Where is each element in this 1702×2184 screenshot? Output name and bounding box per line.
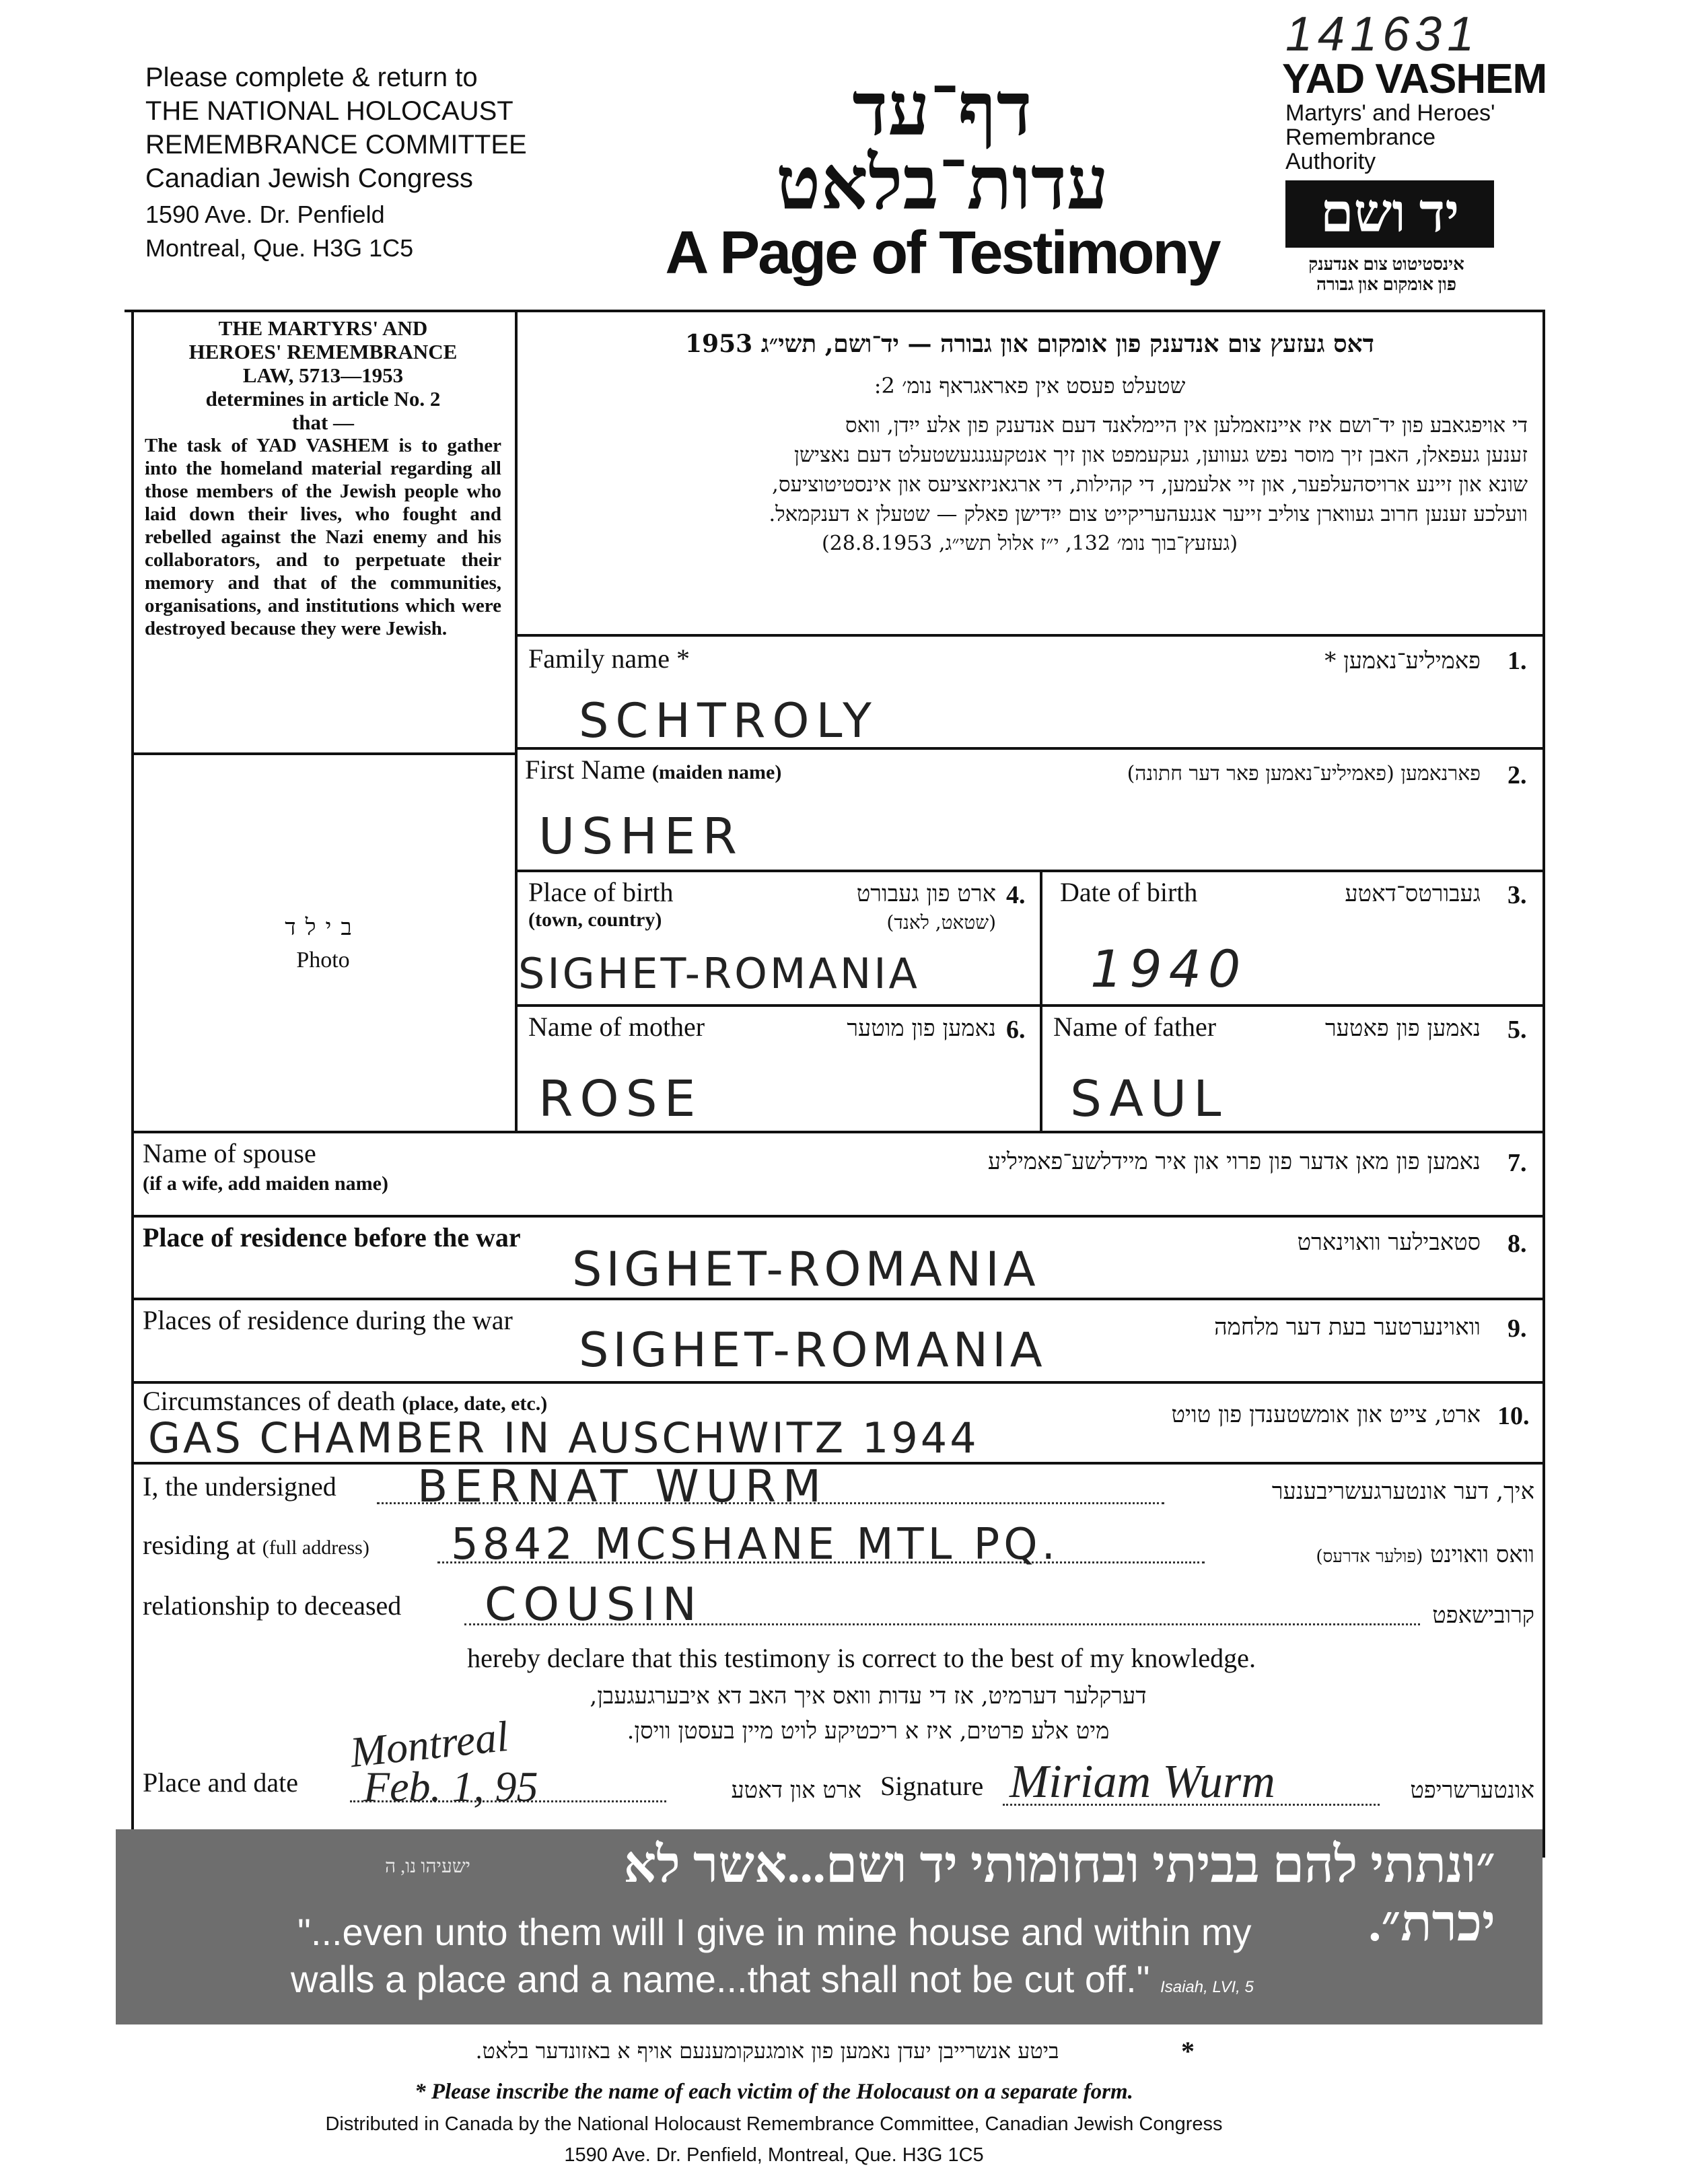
undersigned-value[interactable]: BERNAT WURM bbox=[417, 1460, 828, 1512]
residence-during-label: Places of residence during the war bbox=[143, 1305, 513, 1335]
photo-label: Photo bbox=[296, 948, 350, 973]
death-label-main: Circumstances of death bbox=[143, 1386, 396, 1416]
death-yiddish: ארט, צייט און אומשטענדן פון טויט bbox=[1171, 1401, 1481, 1428]
place-date-label: Place and date bbox=[143, 1767, 298, 1798]
family-name-value[interactable]: SCHTROLY bbox=[579, 693, 878, 748]
photo-area bbox=[135, 915, 511, 973]
place-of-birth-label: Place of birth bbox=[528, 877, 674, 907]
law-yiddish-5: שונא און זיינע ארויסהעלפער, און זיי אלעמען, די קהילות, די ארגאניזאציעס און אינסטיטוציעס, bbox=[772, 472, 1528, 497]
footer-dist-2: 1590 Ave. Dr. Penfield, Montreal, Que. H3G 1C5 bbox=[564, 2144, 984, 2166]
org-yiddish-sub-2: פון אומקום און גבורה bbox=[1316, 275, 1456, 294]
residence-during-num: 9. bbox=[1508, 1314, 1527, 1343]
footer-dist-1: Distributed in Canada by the National Holocaust Remembrance Committee, Canadian Jewish Congress bbox=[325, 2113, 1223, 2135]
law-yiddish-6: וועלכע זענען חרוב געווארן צוליב זייער אנגעהעריקייט צום ייִדישן פאלק — שטעלן א דענקמאל. bbox=[769, 502, 1528, 526]
law-heading-2: HEROES' REMEMBRANCE bbox=[188, 340, 458, 363]
residing-yiddish-main: וואס וואוינט bbox=[1430, 1541, 1534, 1568]
place-of-birth-num: 4. bbox=[1006, 881, 1026, 909]
death-value[interactable]: GAS CHAMBER IN AUSCHWITZ 1944 bbox=[148, 1413, 979, 1463]
mother-label: Name of mother bbox=[528, 1012, 705, 1042]
place-of-birth-label-sub: (town, country) bbox=[528, 909, 662, 931]
residence-during-value[interactable]: SIGHET-ROMANIA bbox=[579, 1323, 1047, 1378]
father-label: Name of father bbox=[1053, 1012, 1217, 1042]
footer-note-star: * bbox=[415, 2080, 431, 2104]
mother-value[interactable]: ROSE bbox=[538, 1070, 703, 1128]
return-line-1: Please complete & return to bbox=[145, 63, 478, 92]
return-line-3: REMEMBRANCE COMMITTEE bbox=[145, 130, 527, 160]
quote-banner bbox=[116, 1829, 1543, 2024]
family-name-yiddish: פאמיליע־נאמען * bbox=[1324, 647, 1481, 674]
relationship-value[interactable]: COUSIN bbox=[485, 1578, 703, 1631]
signature-label: Signature bbox=[880, 1771, 984, 1801]
date-of-birth-yiddish: געבורטס־דאטע bbox=[1345, 880, 1481, 907]
law-yiddish-2: שטעלט פעסט אין פאראגראף נומ׳ 2: bbox=[874, 373, 1186, 398]
org-yiddish-sub bbox=[1272, 254, 1501, 295]
father-value[interactable]: SAUL bbox=[1070, 1070, 1228, 1128]
archive-number: 141631 bbox=[1285, 7, 1480, 61]
place-of-birth-yiddish-sub: (שטאט, לאנד) bbox=[886, 911, 996, 934]
org-sub-2: Remembrance bbox=[1285, 125, 1435, 150]
first-name-value[interactable]: USHER bbox=[538, 808, 744, 866]
law-heading-3: LAW, 5713—1953 bbox=[242, 363, 404, 387]
residing-label-sub: (full address) bbox=[262, 1537, 369, 1559]
undersigned-yiddish: איך, דער אונטערגעשריבענער bbox=[1271, 1478, 1534, 1505]
date-of-birth-num: 3. bbox=[1508, 881, 1527, 909]
org-sub-3: Authority bbox=[1285, 149, 1376, 174]
date-of-birth-value[interactable]: 1940 bbox=[1090, 939, 1248, 999]
banner-english-2-wrap bbox=[291, 1957, 1254, 2001]
page-title: A Page of Testimony bbox=[665, 219, 1219, 287]
place-of-birth-value[interactable]: SIGHET-ROMANIA bbox=[518, 949, 920, 998]
residing-label bbox=[143, 1529, 369, 1561]
title-yiddish-2: עדות־בלאט bbox=[775, 143, 1109, 225]
return-line-6: Montreal, Que. H3G 1C5 bbox=[145, 234, 414, 262]
residence-before-num: 8. bbox=[1508, 1230, 1527, 1258]
place-value[interactable]: Montreal bbox=[347, 1712, 511, 1777]
law-heading-4: determines in article No. 2 bbox=[205, 387, 441, 411]
spouse-yiddish: נאמען פון מאן אדער פון פרוי און איר מיידלשע־פאמיליע bbox=[987, 1148, 1481, 1175]
law-box bbox=[145, 316, 501, 640]
signature-yiddish: אונטערשריפט bbox=[1410, 1777, 1534, 1804]
law-body: The task of YAD VASHEM is to gather into the homeland material regarding all those members of the Jewish people who laid down their lives, who fought and rebelled against the Nazi enemy and his collaborators, and to perpetuate their memory and that of the communities, organisations, and institutions which were destroyed because they were Jewish. bbox=[145, 435, 501, 639]
relationship-label: relationship to deceased bbox=[143, 1590, 402, 1621]
undersigned-label: I, the undersigned bbox=[143, 1471, 336, 1502]
org-sub-1: Martyrs' and Heroes' bbox=[1285, 100, 1495, 126]
father-num: 5. bbox=[1508, 1016, 1527, 1044]
place-date-yiddish: ארט און דאטע bbox=[731, 1777, 861, 1804]
first-name-yiddish: פארנאמען (פאמיליע־נאמען פאר דער חתונה) bbox=[1127, 762, 1481, 785]
spouse-num: 7. bbox=[1508, 1149, 1527, 1177]
residing-yiddish-sub: (פולער אדרעס) bbox=[1316, 1547, 1423, 1567]
mother-num: 6. bbox=[1006, 1016, 1026, 1044]
law-yiddish-1: דאס געזעץ צום אנדענק פון אומקום און גבורה — יד־ושם, תשי״ג 1953 bbox=[684, 330, 1374, 358]
first-name-label bbox=[525, 754, 781, 785]
return-line-2: THE NATIONAL HOLOCAUST bbox=[145, 96, 513, 126]
law-yiddish-7: (געזעץ־בוך נומ׳ 132, י״ז אלול תשי״ג, 28.8.1953) bbox=[821, 532, 1238, 555]
law-heading-1: THE MARTYRS' AND bbox=[218, 316, 428, 340]
law-yiddish-3: די אויפגאבע פון יד־ושם איז איינזאמלען אין היימלאנד דעם אנדענק פון אלע ייִדן, וואס bbox=[845, 413, 1528, 437]
relationship-yiddish: קרובישאפט bbox=[1432, 1602, 1534, 1629]
death-label-sub: (place, date, etc.) bbox=[402, 1393, 548, 1415]
banner-english-ref: Isaiah, LVI, 5 bbox=[1160, 1978, 1254, 1996]
banner-english-2: walls a place and a name...that shall not be cut off." bbox=[291, 1958, 1150, 2000]
banner-english-1: "...even unto them will I give in mine house and within my bbox=[297, 1911, 1252, 1953]
yad-vashem-logo: יד ושם bbox=[1285, 180, 1494, 248]
death-label bbox=[143, 1385, 547, 1417]
date-value[interactable]: Feb. 1, 95 bbox=[363, 1763, 538, 1810]
first-name-num: 2. bbox=[1508, 761, 1527, 789]
return-address-block bbox=[145, 61, 527, 265]
residing-label-main: residing at bbox=[143, 1530, 256, 1560]
photo-yiddish: בילד bbox=[285, 915, 361, 940]
family-name-label: Family name * bbox=[528, 643, 690, 674]
spouse-label-sub: (if a wife, add maiden name) bbox=[143, 1172, 388, 1195]
footer-note: Please inscribe the name of each victim of the Holocaust on a separate form. bbox=[431, 2080, 1133, 2104]
law-yiddish bbox=[532, 330, 1528, 559]
residence-during-yiddish: וואוינערטער בעת דער מלחמה bbox=[1214, 1314, 1481, 1341]
residence-before-yiddish: סטאבילער וואוינארט bbox=[1297, 1229, 1481, 1256]
law-yiddish-4: זענען געפאלן, האבן זיך מוסר נפש געווען, געקעמפט און זיך אנטקעגנגעשטעלט דעם נאצישן bbox=[794, 443, 1528, 467]
banner-hebrew-ref: ישעיהו נו, ה bbox=[385, 1856, 470, 1877]
father-yiddish: נאמען פון פאטער bbox=[1324, 1015, 1481, 1042]
return-line-4: Canadian Jewish Congress bbox=[145, 164, 473, 193]
residing-yiddish bbox=[1211, 1541, 1534, 1568]
footer-star: * bbox=[1181, 2036, 1195, 2066]
mother-yiddish: נאמען פון מוטער bbox=[847, 1015, 996, 1042]
banner-hebrew: ״ונתתי להם בביתי ובחומותי יד ושם...אשר לא יכרת״. bbox=[623, 1837, 1495, 1952]
first-name-label-main: First Name bbox=[525, 754, 645, 785]
residing-value[interactable]: 5842 MCSHANE MTL PQ. bbox=[451, 1520, 1059, 1570]
declare-yiddish-2: מיט אלע פרטים, איז א ריכטיקע לויט מיין בעסטן וויסן. bbox=[627, 1718, 1110, 1745]
place-of-birth-yiddish: ארט פון געבורט bbox=[856, 880, 996, 907]
org-name: YAD VASHEM bbox=[1282, 56, 1547, 102]
signature-value[interactable]: Miriam Wurm bbox=[1009, 1756, 1275, 1808]
date-of-birth-label: Date of birth bbox=[1060, 877, 1198, 907]
org-yiddish-sub-1: אינסטיטוט צום אנדענק bbox=[1308, 254, 1464, 274]
death-num: 10. bbox=[1497, 1402, 1530, 1430]
residence-before-value[interactable]: SIGHET-ROMANIA bbox=[572, 1242, 1040, 1297]
family-name-num: 1. bbox=[1508, 647, 1527, 675]
footer-note-wrap bbox=[336, 2080, 1211, 2105]
first-name-label-sub: (maiden name) bbox=[651, 761, 782, 783]
residence-before-label: Place of residence before the war bbox=[143, 1222, 521, 1253]
law-heading-5: that — bbox=[291, 411, 355, 434]
org-subtitle bbox=[1285, 101, 1495, 174]
declare-yiddish-1: דערקלער דערמיט, אז די עדות וואס איך האב דא איבערגעגעבן, bbox=[590, 1683, 1147, 1710]
declare-en: hereby declare that this testimony is correct to the best of my knowledge. bbox=[467, 1643, 1256, 1673]
title-yiddish-1: דף־עד bbox=[852, 69, 1032, 151]
spouse-label: Name of spouse bbox=[143, 1138, 316, 1168]
return-line-5: 1590 Ave. Dr. Penfield bbox=[145, 201, 385, 228]
footer-yiddish: ביטע אנשרייבן יעדן נאמען פון אומגעקומענעם אויף א באזונדער בלאט. bbox=[475, 2038, 1059, 2064]
